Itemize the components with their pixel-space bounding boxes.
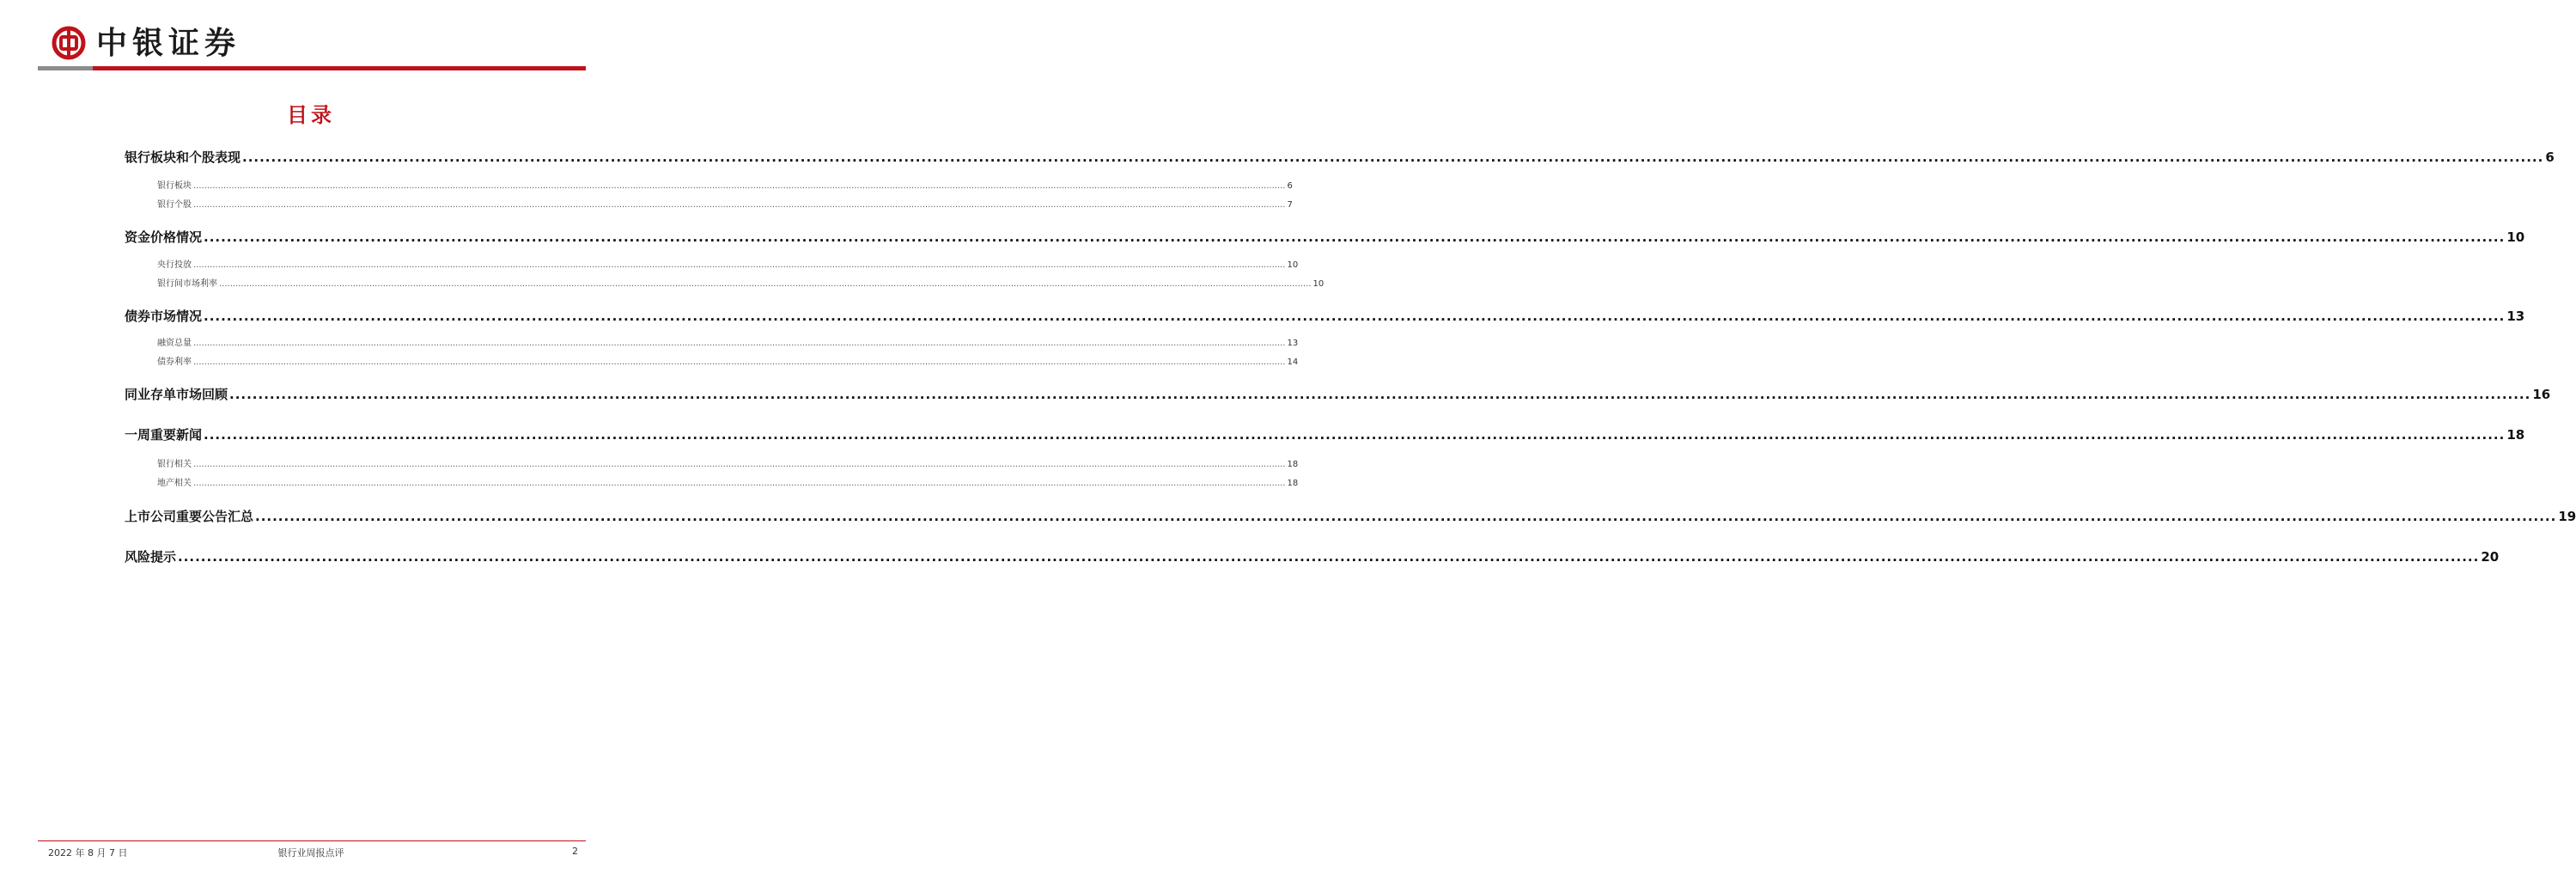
toc-subentry-label: 银行间市场利率 [157, 279, 217, 289]
bank-of-china-logo-icon [52, 26, 86, 60]
toc-subentry-label: 银行相关 [157, 460, 192, 469]
toc-leader-dots: ................................................................................................................................................................................................................................................................................................................................................................................................................ [193, 358, 1286, 367]
toc-subentry-page: 14 [1287, 358, 1299, 367]
toc-leader-dots: ................................................................................................................................................................................................................................................................................................................................................................................................................ [193, 200, 1286, 210]
footer-page-number: 2 [572, 846, 578, 857]
toc-leader-dots: ................................................................................................................................................................................................................................................................................................................................................................................................................ [242, 150, 2544, 165]
toc-subentry-page: 6 [1287, 181, 1293, 191]
toc-entry[interactable] [125, 148, 2555, 166]
toc-subentry[interactable] [157, 257, 1299, 270]
toc-leader-dots: ................................................................................................................................................................................................................................................................................................................................................................................................................ [193, 181, 1286, 191]
toc-subentry-label: 银行板块 [157, 181, 192, 191]
toc-entry[interactable] [125, 307, 2525, 325]
toc-leader-dots: ................................................................................................................................................................................................................................................................................................................................................................................................................ [193, 479, 1286, 488]
toc-leader-dots: ................................................................................................................................................................................................................................................................................................................................................................................................................ [204, 309, 2506, 324]
toc-subentry[interactable] [157, 276, 1325, 289]
toc-title: 目录 [287, 103, 335, 127]
toc-subentry-label: 融资总量 [157, 339, 192, 348]
brand-name: 中银证券 [96, 25, 241, 61]
toc-entry-page: 20 [2481, 549, 2500, 565]
toc-leader-dots: ................................................................................................................................................................................................................................................................................................................................................................................................................ [193, 460, 1286, 469]
toc-leader-dots: ................................................................................................................................................................................................................................................................................................................................................................................................................ [255, 509, 2557, 524]
toc-leader-dots: ................................................................................................................................................................................................................................................................................................................................................................................................................ [204, 427, 2506, 443]
toc-leader-dots: ................................................................................................................................................................................................................................................................................................................................................................................................................ [229, 387, 2531, 402]
toc-subentry-page: 18 [1287, 479, 1299, 488]
footer-report-type: 银行业周报点评 [277, 847, 344, 859]
toc-entry-label: 债券市场情况 [125, 309, 203, 324]
toc-subentry[interactable] [157, 178, 1293, 191]
toc-entry-page: 16 [2532, 387, 2551, 402]
toc-entry[interactable] [125, 228, 2525, 246]
toc-subentry-page: 10 [1287, 260, 1299, 270]
footer-rule [38, 840, 586, 841]
toc-subentry-page: 7 [1287, 200, 1293, 210]
header-rule-red [93, 66, 586, 70]
toc-leader-dots: ................................................................................................................................................................................................................................................................................................................................................................................................................ [193, 339, 1286, 348]
toc-entry-label: 银行板块和个股表现 [125, 150, 241, 165]
toc-subentry-page: 18 [1287, 460, 1299, 469]
header-rule-gray [38, 66, 93, 70]
toc-subentry-label: 地产相关 [157, 479, 192, 488]
toc-subentry[interactable] [157, 335, 1299, 348]
toc-entry-label: 上市公司重要公告汇总 [125, 509, 254, 524]
toc-entry-label: 风险提示 [125, 549, 177, 565]
toc-subentry-label: 银行个股 [157, 200, 192, 210]
toc-subentry[interactable] [157, 197, 1293, 210]
toc-subentry-label: 央行投放 [157, 260, 192, 270]
toc-entry-page: 10 [2506, 229, 2525, 245]
toc-entry[interactable] [125, 507, 2576, 525]
toc-subentry-label: 债券利率 [157, 358, 192, 367]
toc-subentry-page: 13 [1287, 339, 1299, 348]
toc-entry[interactable] [125, 385, 2551, 403]
toc-entry-page: 6 [2545, 150, 2555, 165]
toc-leader-dots: ................................................................................................................................................................................................................................................................................................................................................................................................................ [219, 279, 1312, 289]
toc-subentry[interactable] [157, 475, 1299, 488]
toc-leader-dots: ................................................................................................................................................................................................................................................................................................................................................................................................................ [178, 549, 2480, 565]
toc-entry-page: 13 [2506, 309, 2525, 324]
toc-entry-label: 资金价格情况 [125, 229, 203, 245]
toc-subentry[interactable] [157, 456, 1299, 469]
footer-date: 2022 年 8 月 7 日 [48, 847, 128, 859]
page-header [0, 0, 622, 74]
toc-entry-page: 18 [2506, 427, 2525, 443]
toc-entry-label: 一周重要新闻 [125, 427, 203, 443]
toc-subentry-page: 10 [1312, 279, 1325, 289]
toc-entry[interactable] [125, 547, 2500, 565]
toc-entry-label: 同业存单市场回顾 [125, 387, 228, 402]
toc-leader-dots: ................................................................................................................................................................................................................................................................................................................................................................................................................ [193, 260, 1286, 270]
toc-leader-dots: ................................................................................................................................................................................................................................................................................................................................................................................................................ [204, 229, 2506, 245]
toc-entry-page: 19 [2558, 509, 2576, 524]
toc-subentry[interactable] [157, 354, 1299, 367]
toc-entry[interactable] [125, 425, 2525, 443]
